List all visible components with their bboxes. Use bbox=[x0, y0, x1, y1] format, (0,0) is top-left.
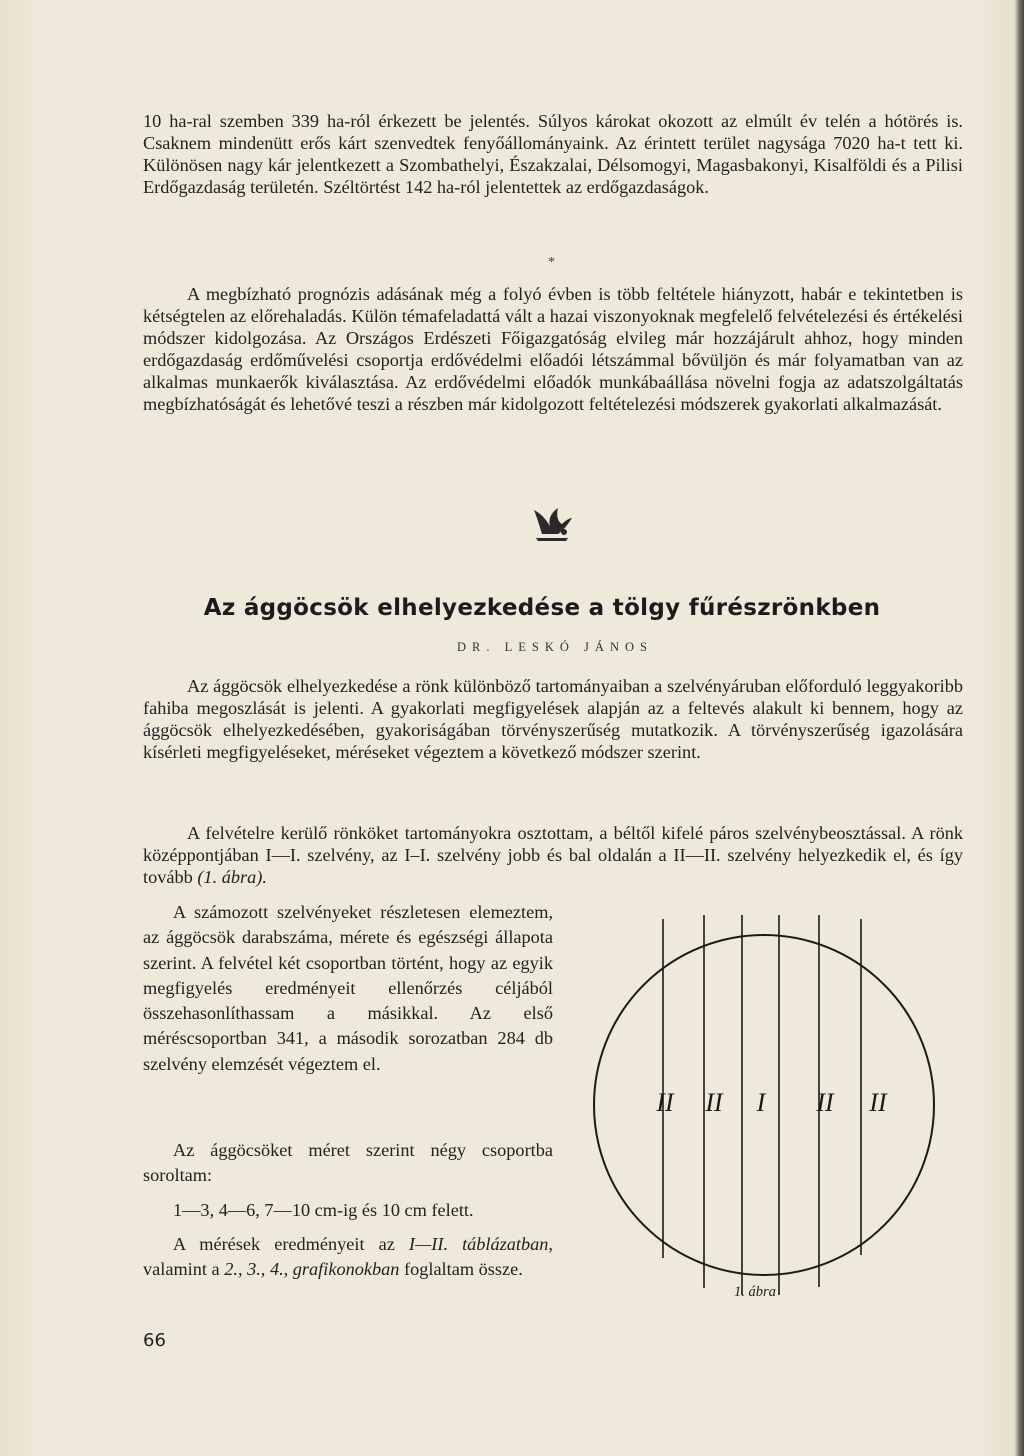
figure-reference: (1. ábra). bbox=[197, 866, 267, 887]
column-paragraph-2: Az ággöcsöket méret szerint négy csoportba soroltam: bbox=[143, 1140, 553, 1186]
method-text: A felvételre kerülő rönköket tartományokra osztottam, a béltől kifelé páros szelvénybeosztással. A rönk középpontjában I—I. szelvény, az I–I. szelvény jobb és bal oldalán a II—II. szelvény helyezkedik el, és így tovább bbox=[143, 823, 963, 887]
text-run: A mérések eredményeit az bbox=[173, 1234, 395, 1254]
article-title: Az ággöcsök elhelyezkedése a tölgy fűrészrönkben bbox=[203, 595, 881, 621]
intro-paragraph: Az ággöcsök elhelyezkedése a rönk különböző tartományaiban a szelvényáruban előforduló leggyakoribb fahiba megoszlását is jelenti. A gyakorlati megfigyelések alapján az a feltevés alakult ki bennem, hogy az ággöcsök elhelyezkedésében, gyakoriságában törvényszerűség mutatkozik. A törvényszerűség igazolására kísérleti megfigyeléseket, méréseket végeztem a következő módszer szerint. bbox=[143, 676, 963, 762]
page-number: 66 bbox=[143, 1330, 166, 1351]
column-paragraph-1: A számozott szelvényeket részletesen elemeztem, az ággöcsök darabszáma, mérete és egészségi állapota szerint. A felvétel két csoportban történt, hogy az egyik megfigyelés eredményeit ellenőrzés céljából összehasonlíthassam a másikkal. Az első méréscsoportban 341, a második sorozatban 284 db szelvény elemzését végeztem el. bbox=[143, 902, 553, 1074]
article-author: DR. LESKÓ JÁNOS bbox=[457, 640, 653, 654]
column-paragraph-4 bbox=[143, 1232, 553, 1283]
table-reference: I—II. táblázatban, bbox=[408, 1234, 553, 1254]
section-label: II bbox=[869, 1088, 887, 1117]
column-paragraph-3: 1—3, 4—6, 7—10 cm-ig és 10 cm felett. bbox=[173, 1200, 474, 1220]
section-label: II bbox=[705, 1088, 723, 1117]
prognosis-paragraph: A megbízható prognózis adásának még a folyó évben is több feltétele hiányzott, habár e tekintetben is kétségtelen az előrehaladás. Külön témafeladattá vált a hazai viszonyoknak megfelelő felvételezési és értékelési módszer kidolgozása. Az Országos Erdészeti Főigazgatóság elvileg már hozzájárult ahhoz, hogy minden erdőgazdaság erdőművelési csoportja erdővédelmi előadói létszámmal bővüljön és már folyamatban van az alkalmas munkaerők kiválasztása. Az erdővédelmi előadók munkábaállása növelni fogja az adatszolgáltatás megbízhatóságát és lehetővé teszi a részben már kidolgozott feltételezési módszerek gyakorlati alkalmazását. bbox=[143, 284, 963, 414]
figure-caption: 1. ábra bbox=[734, 1284, 776, 1300]
log-section-diagram bbox=[578, 915, 966, 1325]
section-label: I bbox=[756, 1088, 766, 1117]
method-paragraph bbox=[143, 823, 963, 889]
section-label: II bbox=[816, 1088, 834, 1117]
graph-reference: 2., 3., 4., grafikonokban bbox=[224, 1259, 400, 1280]
top-paragraph: 10 ha-ral szemben 339 ha-ról érkezett be jelentés. Súlyos károkat okozott az elmúlt év telén a hótörés is. Csaknem mindenütt erős kárt szenvedtek fenyőállományaink. Az érintett terület nagysága 7020 ha-t tett ki. Különösen nagy kár jelentkezett a Szombathelyi, Északzalai, Délsomogyi, Magasbakonyi, Kisalföldi és a Pilisi Erdőgazdaság területén. Széltörtést 142 ha-ról jelentettek az erdőgazdaságok. bbox=[143, 111, 963, 197]
bird-ornament-icon bbox=[528, 500, 576, 548]
text-run: foglaltam össze. bbox=[404, 1259, 523, 1280]
section-label: II bbox=[656, 1088, 674, 1117]
text-run: valamint a bbox=[143, 1259, 220, 1280]
section-separator: * bbox=[548, 255, 555, 270]
page-edge-shadow bbox=[1014, 0, 1024, 1456]
